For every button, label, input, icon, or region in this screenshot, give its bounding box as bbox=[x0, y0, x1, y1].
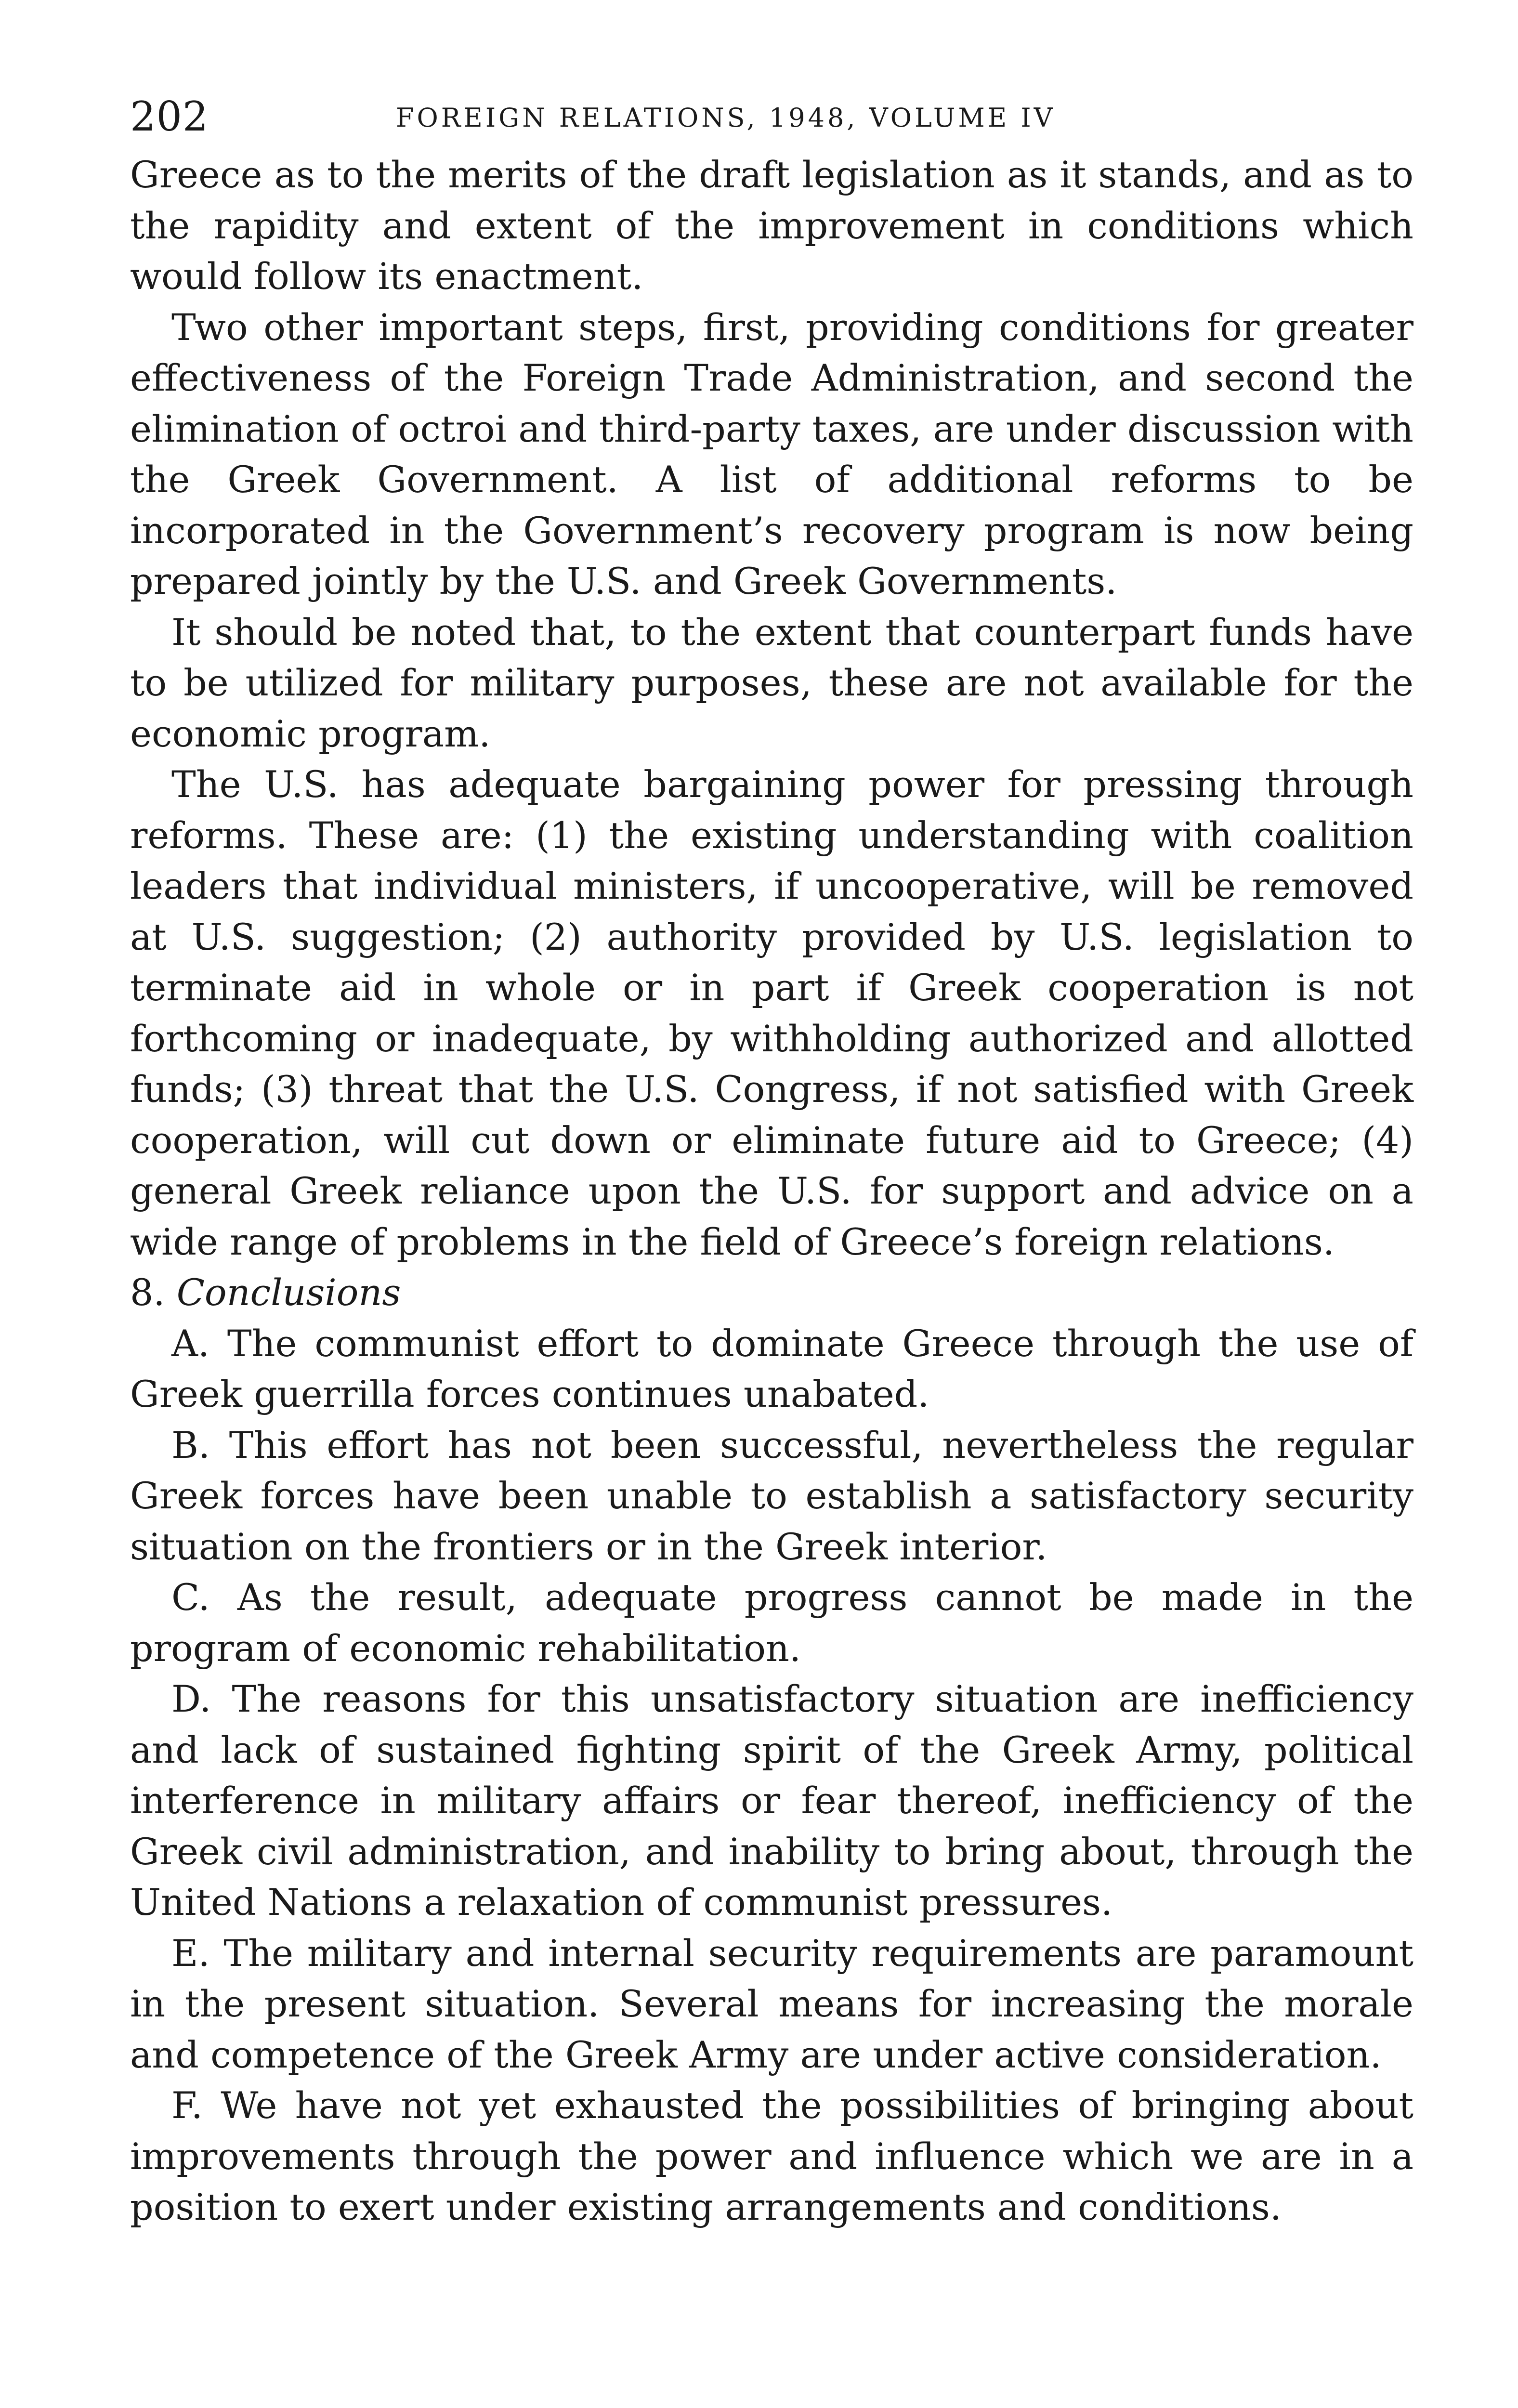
section-title: Conclusions bbox=[176, 1271, 401, 1314]
conclusion-c: C. As the result, adequate progress cannot be made in the program of economic rehabilitation. bbox=[130, 1576, 1413, 1670]
paragraph-reform-steps: Two other important steps, first, providing conditions for greater effectiveness of the Foreign Trade Administration, and second the elimination of octroi and third-party taxes, are under discussion with the Greek Government. A list of additional reforms to be incorporated in the Government’s recovery program is now being prepared jointly by the U.S. and Greek Governments. bbox=[130, 305, 1413, 602]
paragraph-bargaining-power: The U.S. has adequate bargaining power for pressing through reforms. These are: (1) the existing understanding with coalition leaders that individual ministers, if uncooperative, will be removed at U.S. suggestion; (2) authority provided by U.S. legislation to terminate aid in whole or in part if Greek cooperation is not forthcoming or inadequate, by withholding authorized and allotted funds; (3) threat that the U.S. Congress, if not satisfied with Greek cooperation, will cut down or eliminate future aid to Greece; (4) general Greek reliance upon the U.S. for support and advice on a wide range of problems in the field of Greece’s foreign relations. bbox=[130, 763, 1413, 1263]
section-number: 8. bbox=[130, 1271, 165, 1314]
conclusion-a: A. The communist effort to dominate Greece through the use of Greek guerrilla forces continues unabated. bbox=[130, 1322, 1413, 1415]
conclusion-e: E. The military and internal security requirements are paramount in the present situation. Several means for increasing the morale and competence of the Greek Army are under active consideration. bbox=[130, 1931, 1413, 2076]
page-number: 202 bbox=[130, 93, 209, 140]
paragraph-continuation: Greece as to the merits of the draft legislation as it stands, and as to the rapidity and extent of the improvement in conditions which would follow its enactment. bbox=[130, 153, 1413, 298]
conclusion-f: F. We have not yet exhausted the possibilities of bringing about improvements through the power and influence which we are in a position to exert under existing arrangements and conditions. bbox=[130, 2084, 1413, 2228]
running-head: FOREIGN RELATIONS, 1948, VOLUME IV bbox=[396, 103, 1056, 133]
section-heading bbox=[130, 1267, 1413, 1318]
conclusion-d: D. The reasons for this unsatisfactory situation are inefficiency and lack of sustained fighting spirit of the Greek Army, political interference in military affairs or fear thereof, inefficiency of the Greek civil administration, and inability to bring about, through the United Nations a relaxation of communist pressures. bbox=[130, 1677, 1413, 1924]
conclusion-b: B. This effort has not been successful, nevertheless the regular Greek forces have been unable to establish a satisfactory security situation on the frontiers or in the Greek interior. bbox=[130, 1423, 1413, 1568]
document-page bbox=[130, 92, 1413, 2233]
page-header bbox=[130, 92, 1413, 149]
paragraph-counterpart-funds: It should be noted that, to the extent that counterpart funds have to be utilized for military purposes, these are not available for the economic program. bbox=[130, 610, 1413, 755]
